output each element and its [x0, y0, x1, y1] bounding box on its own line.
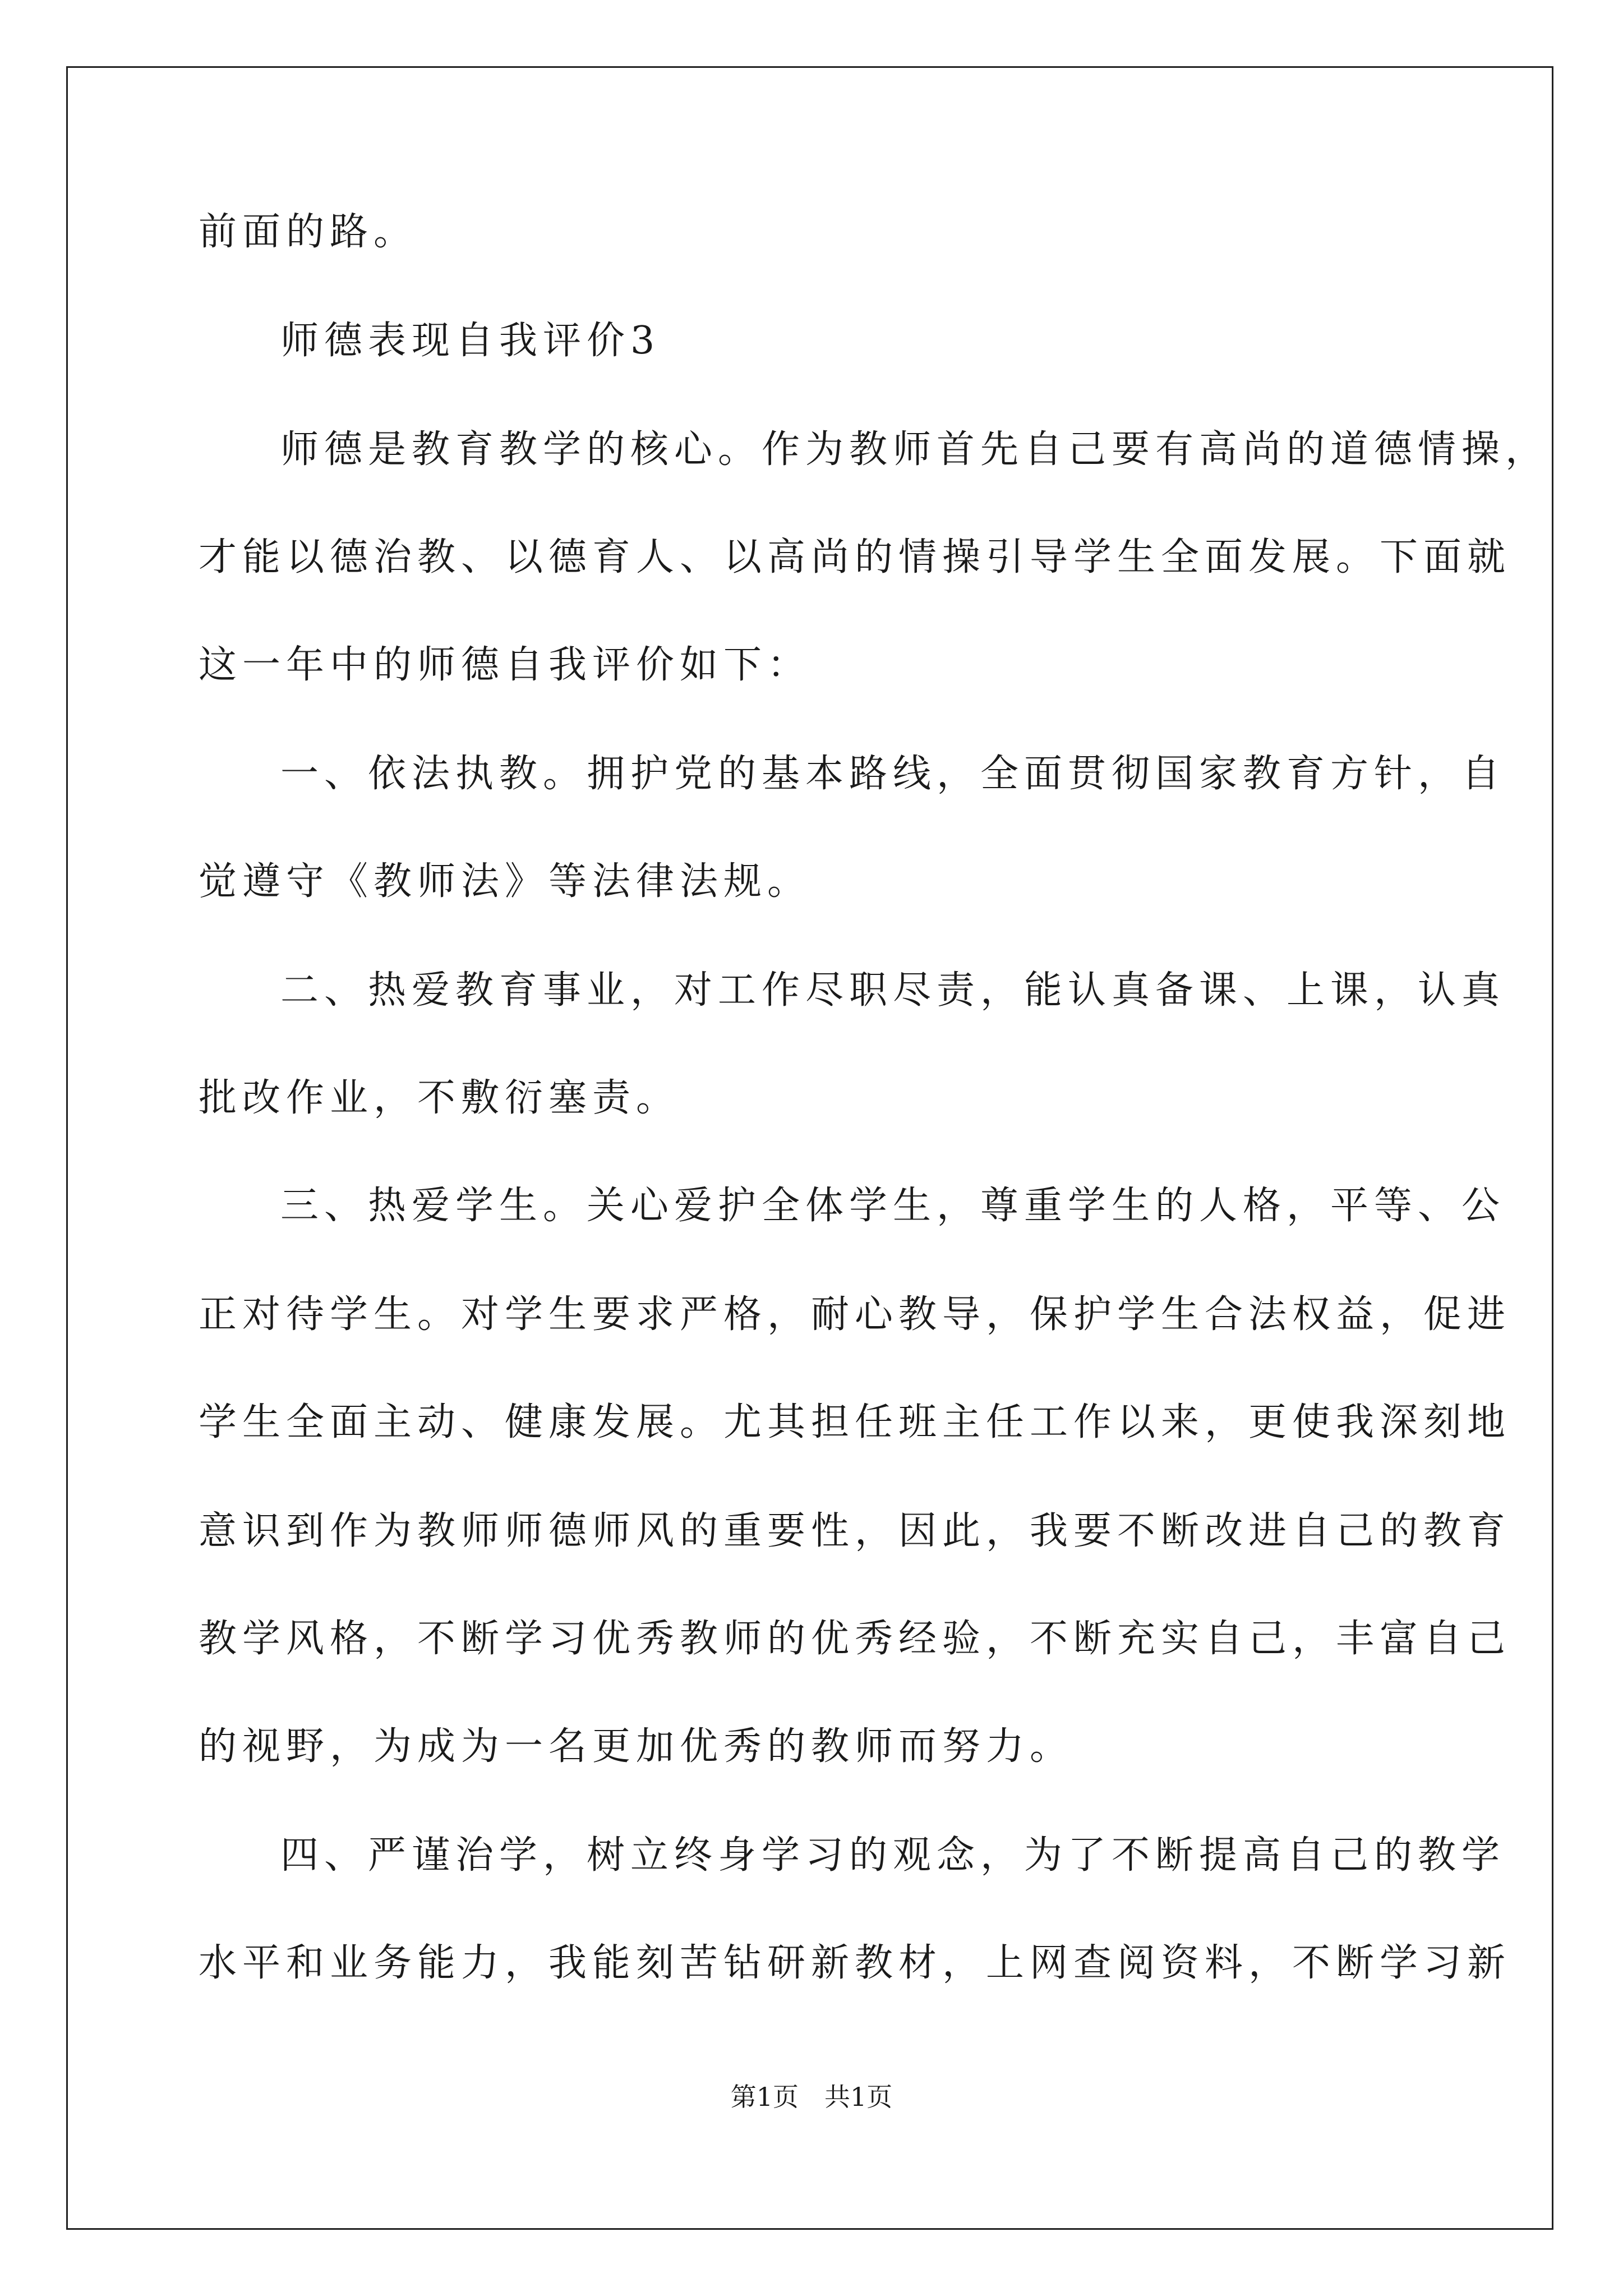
text-line: 四、严谨治学，树立终身学习的观念，为了不断提高自己的教学 [280, 1833, 1506, 1878]
text-line: 批改作业，不敷衍塞责。 [199, 1076, 680, 1120]
text-line: 一、依法执教。拥护党的基本路线，全面贯彻国家教育方针，自 [280, 752, 1506, 796]
text-line: 前面的路。 [199, 210, 418, 254]
page-number-footer: 第1页 共1页 [730, 2082, 893, 2112]
text-line: 的视野，为成为一名更加优秀的教师而努力。 [199, 1724, 1074, 1769]
text-line: 正对待学生。对学生要求严格，耐心教导，保护学生合法权益，促进 [199, 1292, 1511, 1337]
text-line: 水平和业务能力，我能刻苦钻研新教材，上网查阅资料，不断学习新 [199, 1941, 1511, 1985]
text-line: 二、热爱教育事业，对工作尽职尽责，能认真备课、上课，认真 [280, 968, 1506, 1013]
text-line: 这一年中的师德自我评价如下： [199, 643, 811, 687]
text-line: 意识到作为教师师德师风的重要性，因此，我要不断改进自己的教育 [199, 1509, 1511, 1553]
page-border [66, 66, 1553, 2230]
text-line: 学生全面主动、健康发展。尤其担任班主任工作以来，更使我深刻地 [199, 1400, 1511, 1444]
text-line: 觉遵守《教师法》等法律法规。 [199, 859, 811, 904]
text-line: 教学风格，不断学习优秀教师的优秀经验，不断充实自己，丰富自己 [199, 1617, 1511, 1661]
text-line: 才能以德治教、以德育人、以高尚的情操引导学生全面发展。下面就 [199, 535, 1511, 579]
section-heading: 师德表现自我评价3 [280, 319, 661, 363]
text-line: 师德是教育教学的核心。作为教师首先自己要有高尚的道德情操， [280, 427, 1550, 472]
text-line: 三、热爱学生。关心爱护全体学生，尊重学生的人格，平等、公 [280, 1184, 1506, 1228]
